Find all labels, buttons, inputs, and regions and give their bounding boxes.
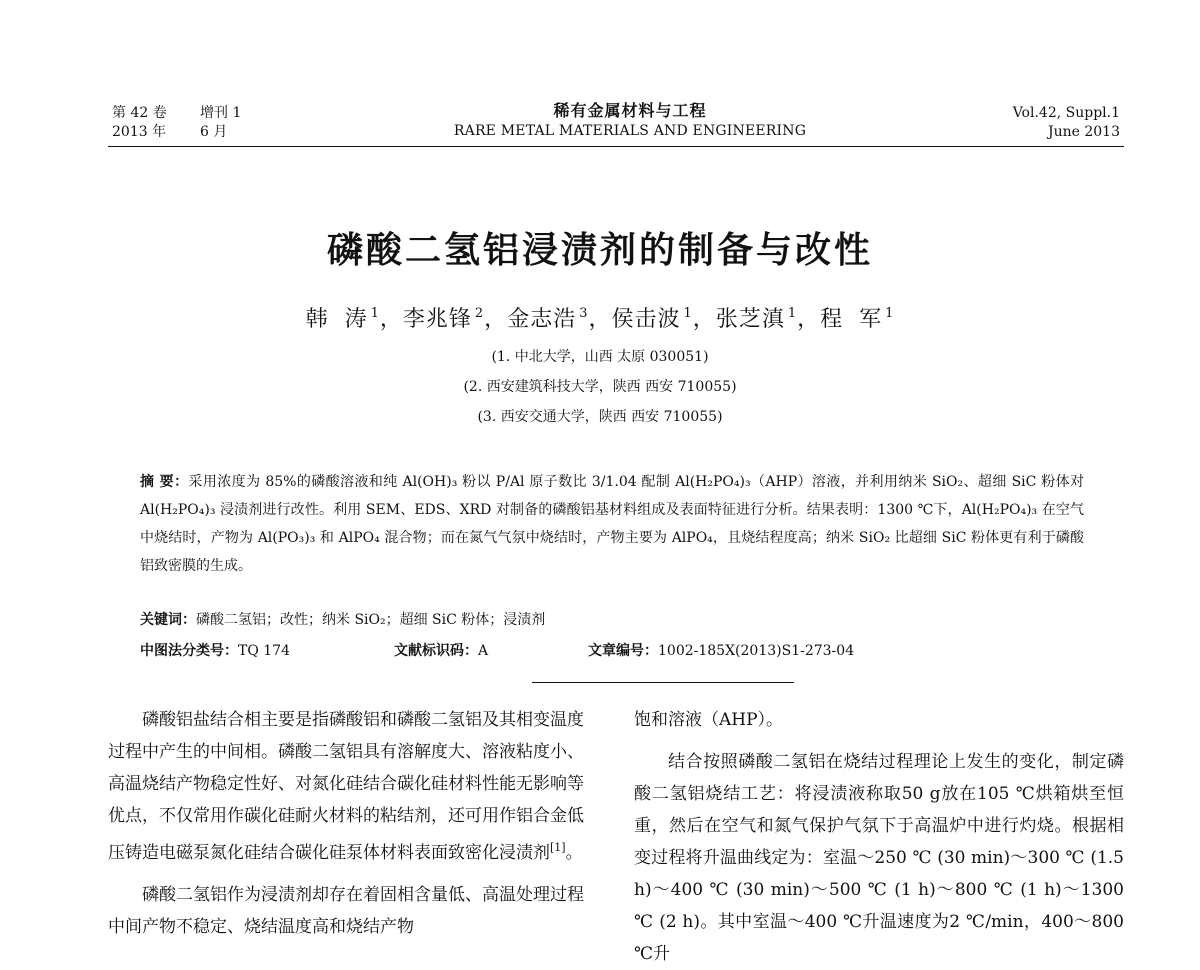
author-affiliation-mark: 1 <box>787 306 798 321</box>
author-affiliation-mark: 1 <box>683 306 693 321</box>
volume-label: 第 42 卷 <box>112 105 167 121</box>
author <box>612 307 693 332</box>
journal-name <box>430 100 830 140</box>
year-label: 2013 年 <box>112 124 167 140</box>
keywords <box>140 609 545 631</box>
author-name: 张芝滇 <box>715 307 785 332</box>
keywords-text: 磷酸二氢铝；改性；纳米 SiO₂；超细 SiC 粉体；浸渍剂 <box>196 612 546 628</box>
author-list <box>0 302 1200 333</box>
author-affiliation-mark: 1 <box>885 306 895 321</box>
issue-date: June 2013 <box>1047 124 1120 140</box>
journal-name-en: RARE METAL MATERIALS AND ENGINEERING <box>453 123 807 139</box>
author-affiliation-mark: 3 <box>579 306 589 321</box>
clc-label: 中图法分类号： <box>140 643 238 659</box>
body-paragraph: 磷酸铝盐结合相主要是指磷酸铝和磷酸二氢铝及其相变温度过程中产生的中间相。磷酸二氢铝具有溶解度大、溶液粘度小、高温烧结产物稳定性好、对氮化硅结合碳化硅材料性能无影响等优点，不仅常用作碳化硅耐火材料的粘结剂，还可用作铝合金低压铸造电磁泵氮化硅结合碳化硅泵体材料表面致密化浸渍剂[1]。 <box>108 710 584 863</box>
body-paragraph: 结合按照磷酸二氢铝在烧结过程理论上发生的变化，制定磷酸二氢铝烧结工艺：将浸渍液称取50 g放在105 ℃烘箱烘至恒重，然后在空气和氮气保护气氛下于高温炉中进行灼烧。根据相变过程将升温曲线定为：室温～250 ℃ (30 min)～300 ℃ (1.5 h)～400 ℃ (30 min)～500 ℃ (1 h)～800 ℃ (1 h)～1300 ℃ (2 h)。其中室温～400 ℃升温速度为2 ℃/min，400～800 ℃升 <box>634 752 1124 964</box>
author-separator: ， <box>379 307 403 332</box>
header-rule <box>108 146 1124 147</box>
body-paragraph: 磷酸二氢铝作为浸渍剂却存在着固相含量低、高温处理过程中间产物不稳定、烧结温度高和烧结产物 <box>108 885 584 937</box>
author-separator: ， <box>797 307 821 332</box>
author-separator: ， <box>484 307 508 332</box>
supplement-label: 增刊 1 <box>200 105 242 121</box>
author-name: 金志浩 <box>507 307 577 332</box>
body-column-left <box>108 704 584 943</box>
abstract-text: 采用浓度为 85%的磷酸溶液和纯 Al(OH)₃ 粉以 P/Al 原子数比 3/1.04 配制 Al(H₂PO₄)₃（AHP）溶液，并利用纳米 SiO₂、超细 SiC 粉体对 Al(H₂PO₄)₃ 浸渍剂进行改性。利用 SEM、EDS、XRD 对制备的磷酸铝基材料组成及表面特征进行分析。结果表明：1300 ℃下，Al(H₂PO₄)₃ 在空气中烧结时，产物为 Al(PO₃)₃ 和 AlPO₄ 混合物；而在氮气气氛中烧结时，产物主要为 AlPO₄，且烧结程度高；纳米 SiO₂ 比超细 SiC 粉体更有利于磷酸铝致密膜的生成。 <box>140 474 1085 574</box>
affiliation-2: (2. 西安建筑科技大学，陕西 西安 710055) <box>463 379 737 395</box>
affiliation-3: (3. 西安交通大学，陕西 西安 710055) <box>477 409 723 425</box>
header-issue-info <box>1013 104 1120 142</box>
body-column-right <box>634 704 1124 970</box>
author-name: 韩 涛 <box>305 307 368 332</box>
section-rule <box>532 682 794 683</box>
affiliation-1: (1. 中北大学，山西 太原 030051) <box>491 349 709 365</box>
author-separator: ， <box>692 307 716 332</box>
author-affiliation-mark: 2 <box>474 306 485 321</box>
citation-ref: [1] <box>550 841 566 854</box>
header-volume-info <box>112 104 241 142</box>
author-name: 侯击波 <box>611 307 681 332</box>
vol-suppl: Vol.42, Suppl.1 <box>1012 105 1120 121</box>
author <box>306 307 380 332</box>
journal-name-cn: 稀有金属材料与工程 <box>553 101 707 120</box>
author-name: 程 军 <box>820 307 883 332</box>
author-separator: ， <box>588 307 612 332</box>
abstract <box>140 468 1084 580</box>
clc-value: TQ 174 <box>238 643 290 659</box>
body-paragraph: 饱和溶液（AHP）。 <box>634 710 784 730</box>
keywords-label: 关键词： <box>140 612 196 628</box>
doc-code-value: A <box>478 643 489 659</box>
author <box>716 307 797 332</box>
classification-line <box>140 640 1100 662</box>
month-label: 6 月 <box>200 124 228 140</box>
doc-code-label: 文献标识码： <box>394 643 478 659</box>
article-no-label: 文章编号： <box>588 643 658 659</box>
paper-title: 磷酸二氢铝浸渍剂的制备与改性 <box>326 230 873 271</box>
author <box>507 307 588 332</box>
author <box>403 307 484 332</box>
article-no-value: 1002-185X(2013)S1-273-04 <box>658 643 855 659</box>
author-affiliation-mark: 1 <box>370 306 380 321</box>
author-name: 李兆锋 <box>402 307 472 332</box>
author <box>820 307 894 332</box>
abstract-label: 摘 要： <box>140 474 189 490</box>
